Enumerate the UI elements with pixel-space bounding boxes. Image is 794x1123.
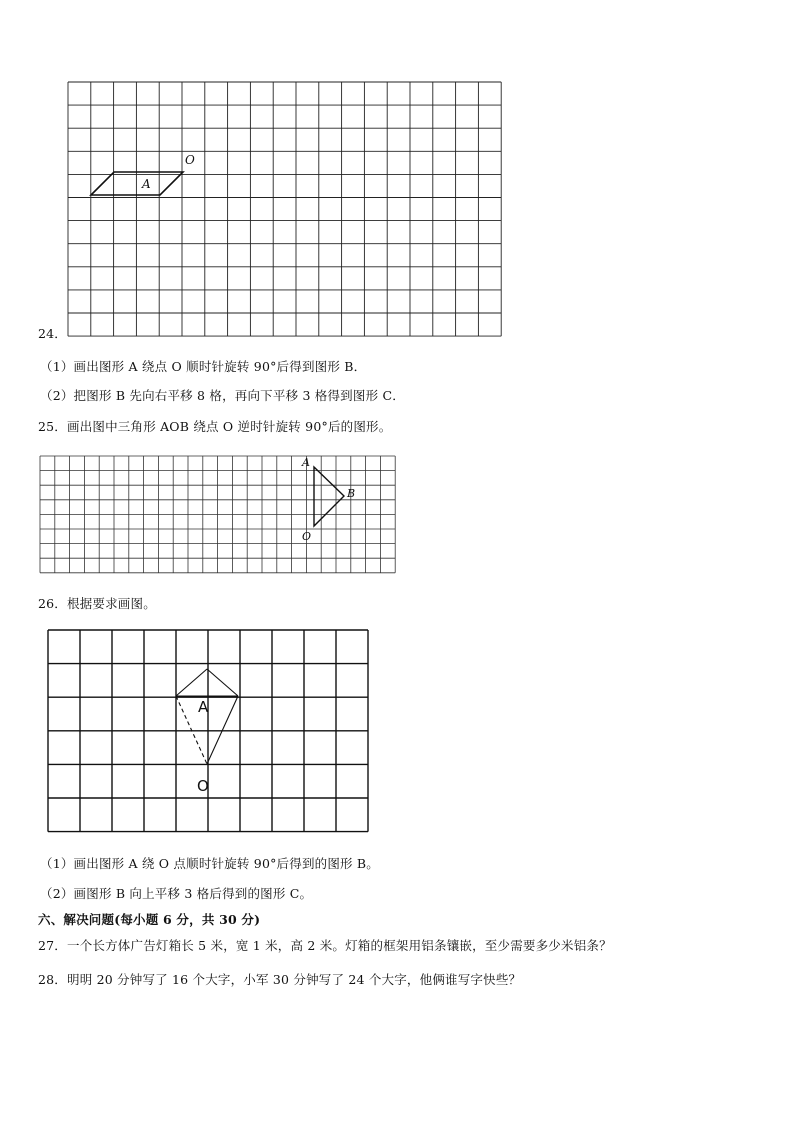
q24-grid-figure	[66, 80, 506, 342]
kite-label-a: A	[198, 698, 209, 716]
q26-grid-figure	[44, 624, 372, 834]
q26-subquestion-2: （2）画图形 B 向上平移 3 格后得到的图形 C。	[40, 886, 313, 901]
q24-subquestion-1: （1）画出图形 A 绕点 O 顺时针旋转 90°后得到图形 B．	[40, 359, 367, 374]
triangle-label-b: B	[347, 487, 356, 500]
q25-grid-figure	[38, 452, 404, 576]
q26-question: 26．根据要求画图。	[38, 596, 156, 611]
triangle-aob	[314, 467, 344, 526]
shape-a-label: A	[142, 177, 151, 191]
q24-number: 24．	[38, 326, 68, 341]
kite-label-o: O	[197, 777, 209, 795]
point-o-label: O	[185, 153, 195, 167]
q24-subquestion-2: （2）把图形 B 先向右平移 8 格，再向下平移 3 格得到图形 C．	[40, 388, 405, 403]
triangle-label-o: O	[302, 530, 312, 543]
triangle-label-a: A	[302, 456, 310, 469]
q27-question: 27．一个长方体广告灯箱长 5 米，宽 1 米，高 2 米。灯箱的框架用铝条镶嵌，至少需要多少米铝条？	[38, 938, 612, 953]
section-6-heading: 六、解决问题(每小题 6 分，共 30 分)	[38, 912, 261, 927]
q25-question: 25．画出图中三角形 AOB 绕点 O 逆时针旋转 90°后的图形。	[38, 419, 392, 434]
q26-subquestion-1: （1）画出图形 A 绕 O 点顺时针旋转 90°后得到的图形 B。	[40, 856, 380, 871]
shape-a-parallelogram	[91, 172, 183, 195]
kite-shape	[176, 669, 238, 764]
q28-question: 28．明明 20 分钟写了 16 个大字，小军 30 分钟写了 24 个大字，他俩谁写字快些？	[38, 972, 522, 987]
